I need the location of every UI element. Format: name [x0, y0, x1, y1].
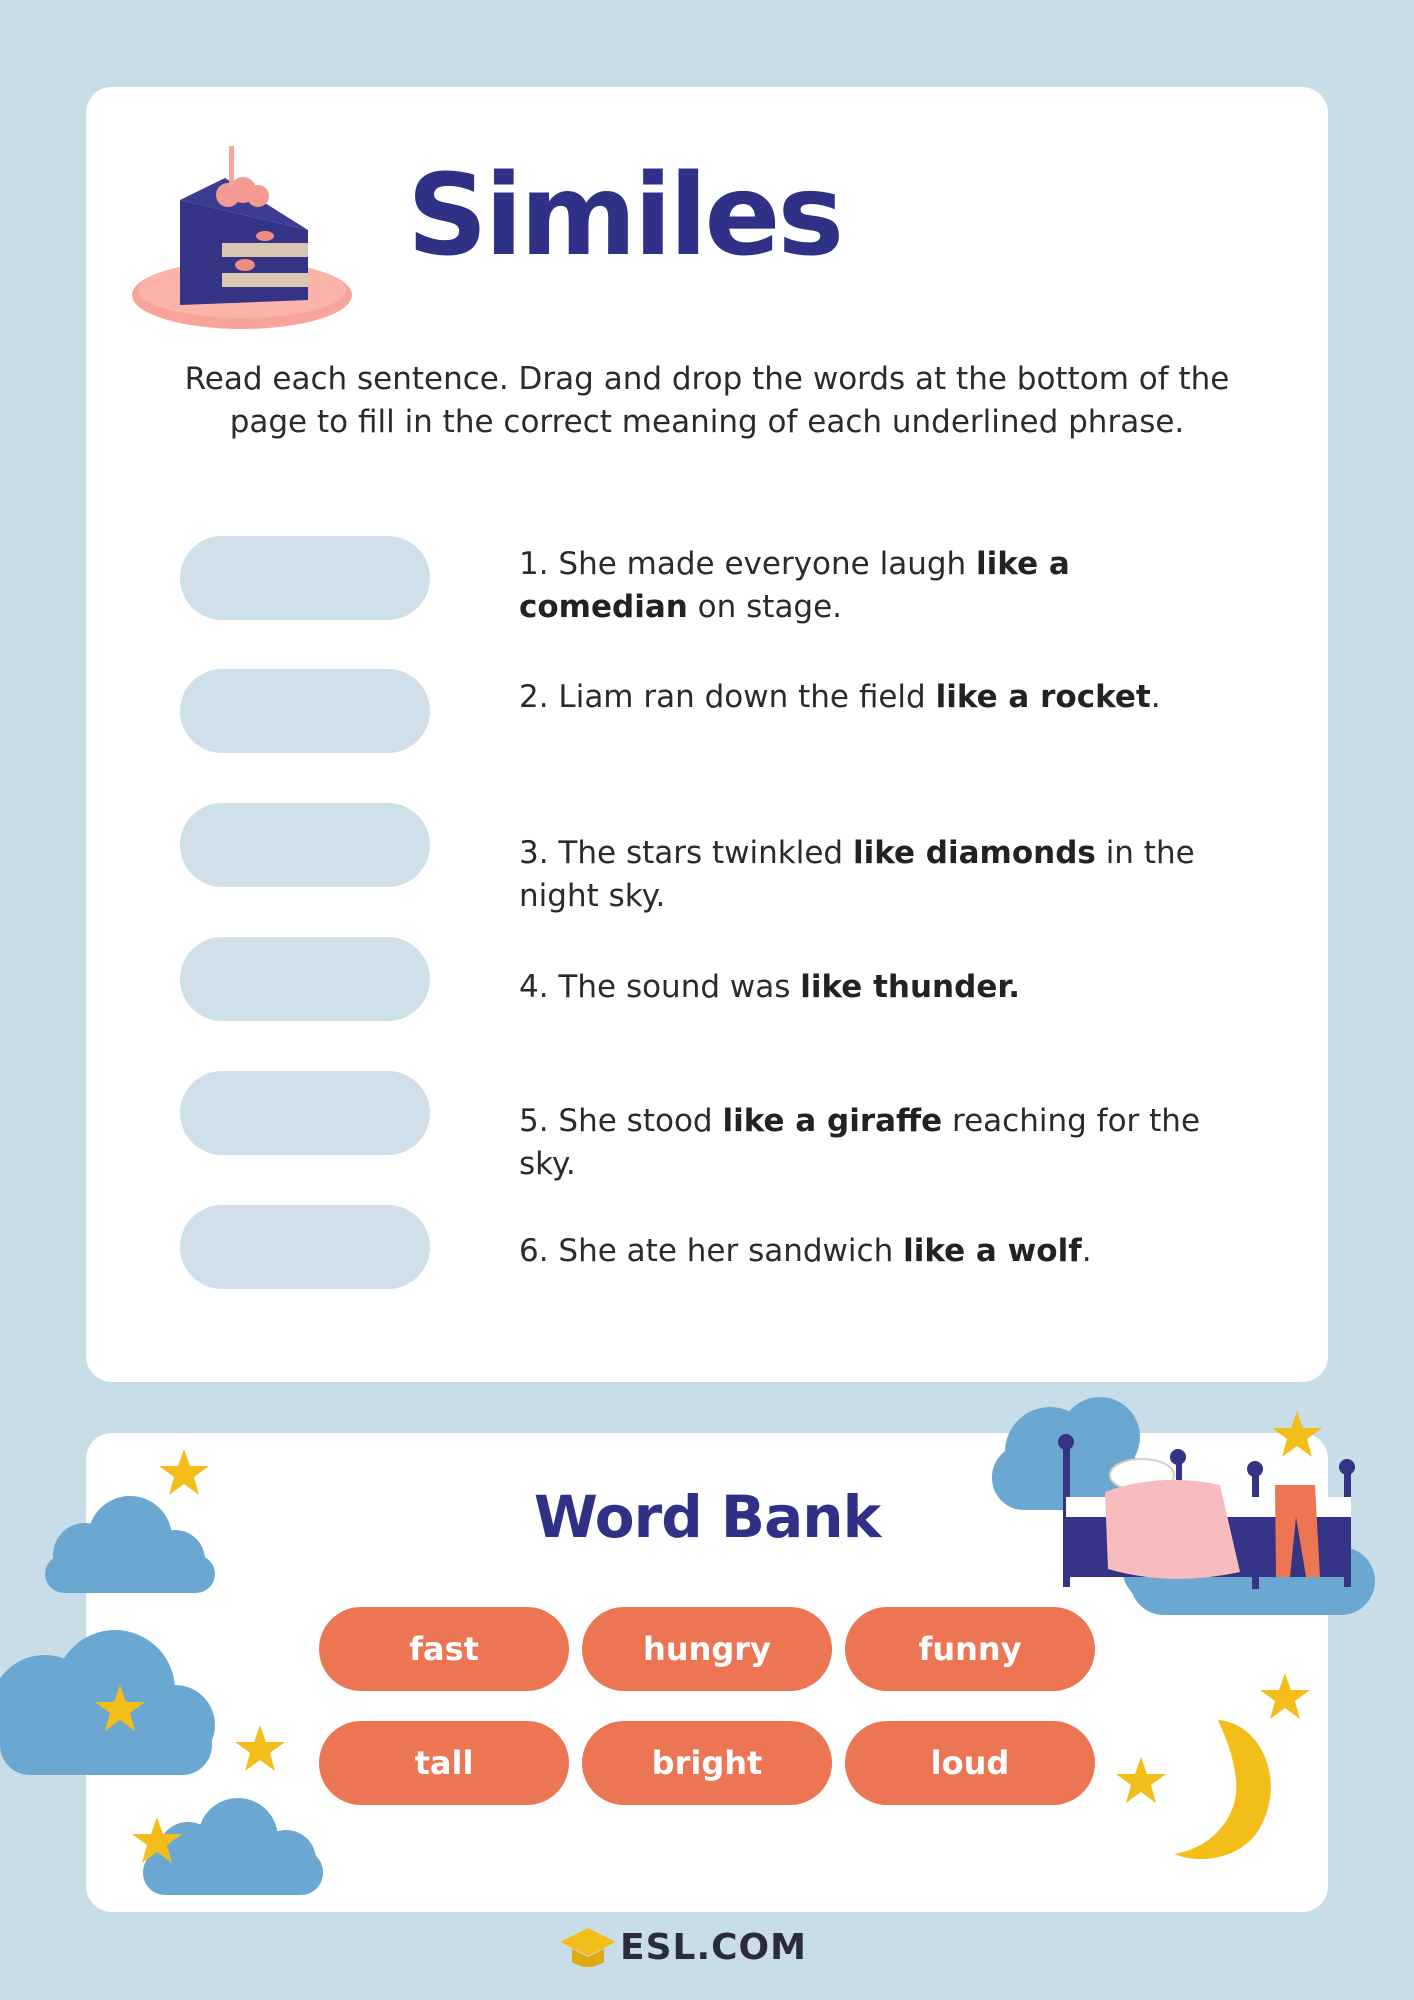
sentence-3-text: 3. The stars twinkled [519, 835, 853, 871]
answer-slot-3[interactable] [180, 803, 430, 887]
sentence-2-text: 2. Liam ran down the field [519, 679, 936, 715]
graduation-cap-logo-icon [558, 1924, 618, 1974]
sentence-4-simile: like thunder. [800, 969, 1020, 1005]
star-icon [1270, 1409, 1324, 1461]
star-icon [93, 1683, 147, 1735]
answer-slot-5[interactable] [180, 1071, 430, 1155]
answer-slot-6[interactable] [180, 1205, 430, 1289]
sentence-3-simile: like diamonds [852, 835, 1096, 871]
sentence-1 [519, 543, 1239, 629]
sentence-2-simile: like a rocket [935, 679, 1151, 715]
sentence-5-end: reaching for the sky. [519, 1103, 1201, 1182]
sentence-6-simile: like a wolf [903, 1233, 1082, 1269]
sentence-1-text: 1. She made everyone laugh [519, 546, 977, 582]
moon-icon [1170, 1718, 1276, 1864]
word-chip-fast[interactable]: fast [319, 1607, 569, 1691]
word-chip-tall[interactable]: tall [319, 1721, 569, 1805]
star-icon [130, 1815, 184, 1867]
word-chip-funny[interactable]: funny [845, 1607, 1095, 1691]
sentence-6 [519, 1230, 1239, 1273]
answer-slot-2[interactable] [180, 669, 430, 753]
sentence-2-end: . [1150, 679, 1161, 715]
sentence-3-end: in the night sky. [519, 835, 1195, 914]
logo-text: ESL.COM [620, 1927, 807, 1968]
sentence-3 [519, 832, 1239, 918]
sentence-2 [519, 676, 1239, 719]
star-icon [1114, 1755, 1168, 1807]
answer-slot-1[interactable] [180, 536, 430, 620]
sentence-4 [519, 966, 1239, 1009]
star-icon [1258, 1671, 1312, 1723]
sentence-6-end: . [1081, 1233, 1092, 1269]
sentence-5 [519, 1100, 1239, 1186]
sentence-1-end: on stage. [687, 589, 843, 625]
word-chip-hungry[interactable]: hungry [582, 1607, 832, 1691]
sentence-6-text: 6. She ate her sandwich [519, 1233, 904, 1269]
sentence-5-text: 5. She stood [519, 1103, 723, 1139]
page-title: Similes [407, 151, 842, 281]
word-chip-bright[interactable]: bright [582, 1721, 832, 1805]
sentence-5-simile: like a giraffe [722, 1103, 943, 1139]
sentence-4-text: 4. The sound was [519, 969, 801, 1005]
word-bank-title: Word Bank [533, 1483, 881, 1551]
answer-slot-4[interactable] [180, 937, 430, 1021]
instructions: Read each sentence. Drag and drop the words at the bottom of the page to fill in the correct meaning of each underlined phrase. [184, 361, 1230, 440]
word-chip-loud[interactable]: loud [845, 1721, 1095, 1805]
cake-icon [130, 140, 360, 340]
sentence-1-simile: like a comedian [519, 546, 1070, 625]
star-icon [233, 1723, 287, 1775]
